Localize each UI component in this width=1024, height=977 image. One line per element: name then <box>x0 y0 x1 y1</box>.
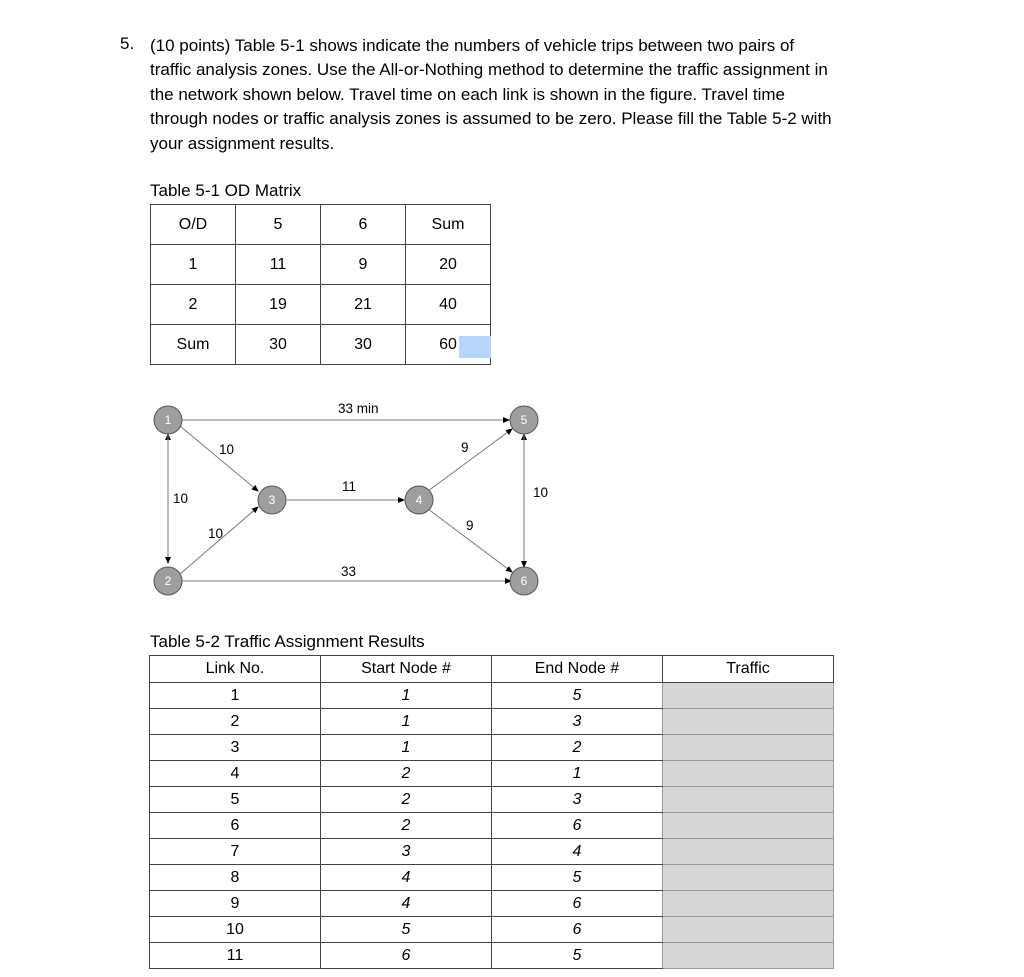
assignment-table-caption: Table 5-2 Traffic Assignment Results <box>150 632 425 651</box>
link-no-cell: 10 <box>150 917 321 943</box>
selection-highlight <box>459 336 491 358</box>
start-node-cell: 4 <box>321 865 492 891</box>
table-row <box>150 943 834 969</box>
start-node-cell: 6 <box>321 943 492 969</box>
od-cell: 11 <box>236 245 321 285</box>
start-node-cell: 5 <box>321 917 492 943</box>
od-matrix-table <box>150 204 491 365</box>
od-cell: 2 <box>151 285 236 325</box>
od-table-caption: Table 5-1 OD Matrix <box>150 181 302 200</box>
question-text <box>150 34 910 156</box>
node-4 <box>405 486 433 514</box>
od-row <box>151 245 491 285</box>
table-row <box>150 813 834 839</box>
end-node-cell: 3 <box>492 709 663 735</box>
link-1-3 <box>180 426 258 491</box>
end-node-cell: 6 <box>492 891 663 917</box>
svg-text:2: 2 <box>164 574 172 588</box>
table-row <box>150 683 834 709</box>
assignment-table <box>149 655 834 969</box>
question-line: the network shown below. Travel time on each link is shown in the figure. Travel time <box>150 84 785 104</box>
header-start-node: Start Node # <box>321 656 492 683</box>
link-label-1-5: 33 min <box>338 401 379 416</box>
link-no-cell: 2 <box>150 709 321 735</box>
od-cell: 60 <box>406 325 491 365</box>
start-node-cell: 2 <box>321 787 492 813</box>
svg-text:3: 3 <box>268 493 276 507</box>
question-line: (10 points) Table 5-1 shows indicate the numbers of vehicle trips between two pairs of <box>150 36 795 55</box>
od-header-cell: Sum <box>406 205 491 245</box>
question-line: traffic analysis zones. Use the All-or-Nothing method to determine the traffic assignment in <box>150 60 828 80</box>
svg-text:6: 6 <box>520 574 528 588</box>
link-no-cell: 3 <box>150 735 321 761</box>
node-2 <box>154 567 182 595</box>
node-3 <box>258 486 286 514</box>
question-number: 5. <box>120 34 135 53</box>
header-traffic: Traffic <box>663 656 834 683</box>
link-no-cell: 8 <box>150 865 321 891</box>
od-cell: 30 <box>236 325 321 365</box>
link-no-cell: 7 <box>150 839 321 865</box>
start-node-cell: 2 <box>321 761 492 787</box>
start-node-cell: 1 <box>321 709 492 735</box>
network-diagram <box>0 390 620 608</box>
link-no-cell: 9 <box>150 891 321 917</box>
link-label-2-1: 10 <box>173 491 189 506</box>
od-row <box>151 325 491 365</box>
header-end-node: End Node # <box>492 656 663 683</box>
start-node-cell: 3 <box>321 839 492 865</box>
od-cell: 30 <box>321 325 406 365</box>
assignment-header-row <box>150 656 834 683</box>
traffic-input-cell[interactable] <box>663 709 834 735</box>
end-node-cell: 5 <box>492 865 663 891</box>
link-label-4-5: 9 <box>461 440 469 455</box>
link-no-cell: 4 <box>150 761 321 787</box>
link-no-cell: 11 <box>150 943 321 969</box>
end-node-cell: 5 <box>492 683 663 709</box>
end-node-cell: 6 <box>492 813 663 839</box>
od-header-row <box>151 205 491 245</box>
link-no-cell: 6 <box>150 813 321 839</box>
od-cell: Sum <box>151 325 236 365</box>
link-label-6-5: 10 <box>533 485 549 500</box>
traffic-input-cell[interactable] <box>663 839 834 865</box>
link-label-4-6: 9 <box>466 518 474 533</box>
question-line: your assignment results. <box>150 133 335 153</box>
od-header-cell: 5 <box>236 205 321 245</box>
od-header-cell: O/D <box>151 205 236 245</box>
table-row <box>150 735 834 761</box>
od-row <box>151 285 491 325</box>
traffic-input-cell[interactable] <box>663 787 834 813</box>
link-no-cell: 5 <box>150 787 321 813</box>
question-line: through nodes or traffic analysis zones is assumed to be zero. Please fill the Table 5-2 with <box>150 109 832 129</box>
end-node-cell: 4 <box>492 839 663 865</box>
start-node-cell: 2 <box>321 813 492 839</box>
od-cell: 21 <box>321 285 406 325</box>
node-5 <box>510 406 538 434</box>
end-node-cell: 1 <box>492 761 663 787</box>
end-node-cell: 5 <box>492 943 663 969</box>
start-node-cell: 4 <box>321 891 492 917</box>
traffic-input-cell[interactable] <box>663 891 834 917</box>
link-label-2-6: 33 <box>341 564 357 579</box>
node-1 <box>154 406 182 434</box>
traffic-input-cell[interactable] <box>663 943 834 969</box>
link-4-5 <box>428 429 512 491</box>
link-label-3-4: 11 <box>342 479 357 494</box>
table-row <box>150 839 834 865</box>
traffic-input-cell[interactable] <box>663 917 834 943</box>
table-row <box>150 865 834 891</box>
start-node-cell: 1 <box>321 735 492 761</box>
start-node-cell: 1 <box>321 683 492 709</box>
od-cell: 19 <box>236 285 321 325</box>
table-row <box>150 787 834 813</box>
end-node-cell: 6 <box>492 917 663 943</box>
svg-text:4: 4 <box>415 493 423 507</box>
link-label-2-3: 10 <box>208 526 224 541</box>
od-cell: 1 <box>151 245 236 285</box>
link-label-1-3: 10 <box>219 442 235 457</box>
traffic-input-cell[interactable] <box>663 865 834 891</box>
traffic-input-cell[interactable] <box>663 813 834 839</box>
end-node-cell: 2 <box>492 735 663 761</box>
od-cell: 20 <box>406 245 491 285</box>
od-cell: 9 <box>321 245 406 285</box>
table-row <box>150 761 834 787</box>
traffic-input-cell[interactable] <box>663 735 834 761</box>
traffic-input-cell[interactable] <box>663 761 834 787</box>
od-header-cell: 6 <box>321 205 406 245</box>
svg-text:5: 5 <box>520 413 528 427</box>
od-cell: 40 <box>406 285 491 325</box>
link-no-cell: 1 <box>150 683 321 709</box>
table-row <box>150 917 834 943</box>
table-row <box>150 709 834 735</box>
header-link-no: Link No. <box>150 656 321 683</box>
table-row <box>150 891 834 917</box>
svg-text:1: 1 <box>164 413 172 427</box>
node-6 <box>510 567 538 595</box>
end-node-cell: 3 <box>492 787 663 813</box>
traffic-input-cell[interactable] <box>663 683 834 709</box>
